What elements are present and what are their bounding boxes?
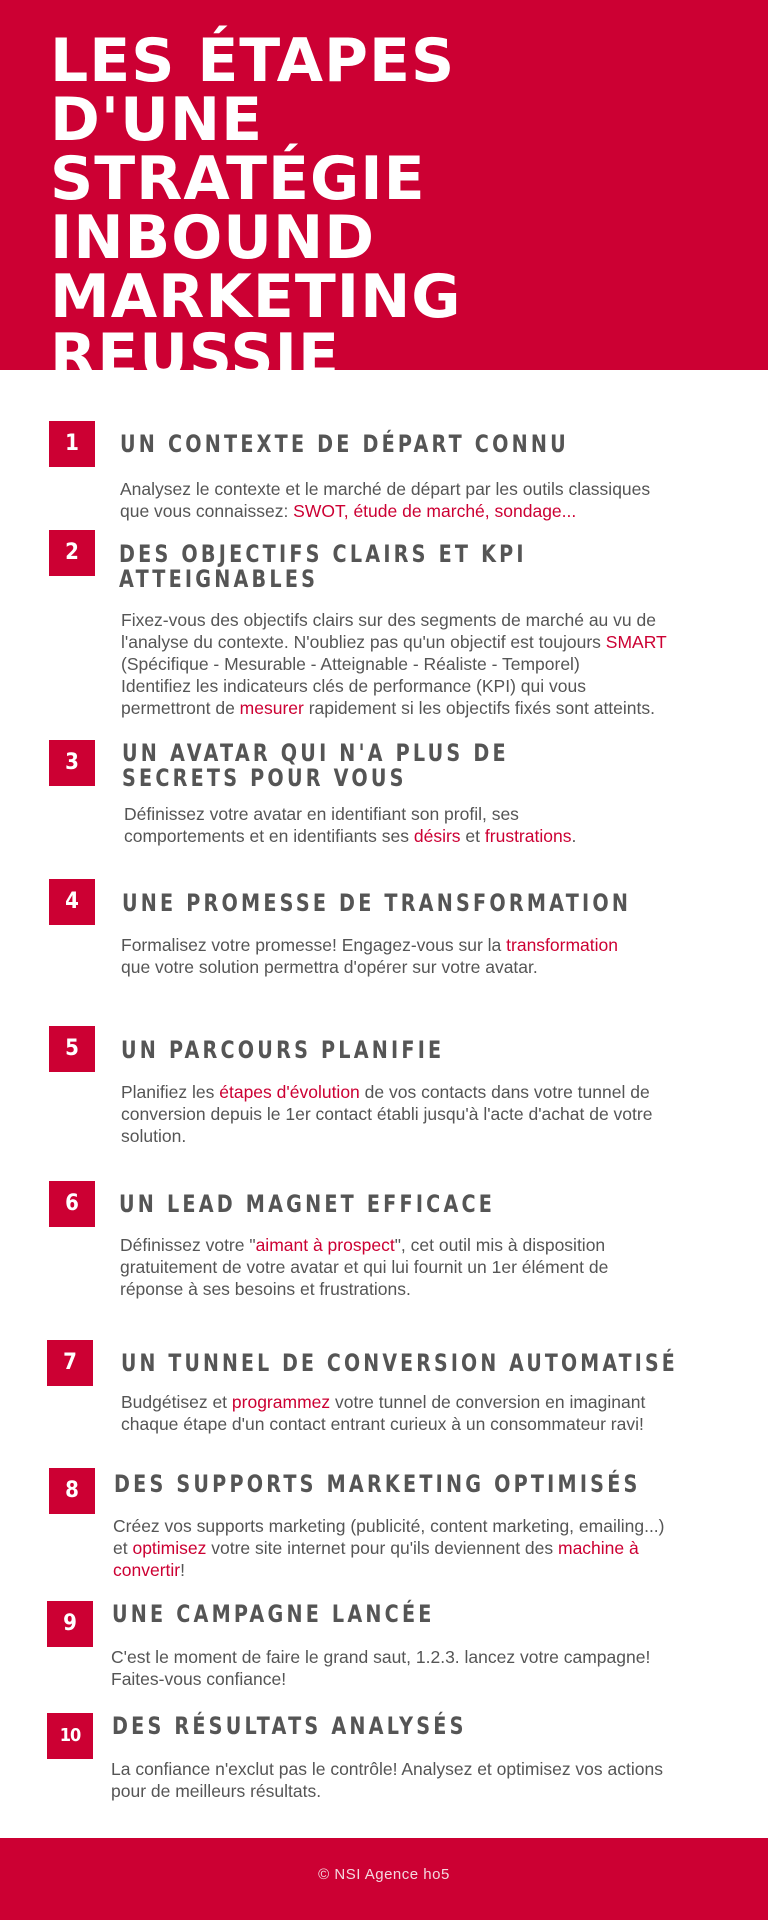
highlighted-text: étapes d'évolution <box>219 1082 360 1102</box>
step-number-badge: 3 <box>49 740 95 786</box>
step-title <box>119 1192 495 1217</box>
description-text: l'analyse du contexte. N'oubliez pas qu'un objectif est toujours <box>121 632 606 652</box>
description-text: Analysez le contexte et le marché de départ par les outils classiques <box>120 479 651 499</box>
description-text: (Spécifique - Mesurable - Atteignable - Réaliste - Temporel) <box>121 654 580 674</box>
step-title <box>121 1038 444 1063</box>
step-title <box>112 1602 435 1627</box>
step-title-line: UN PARCOURS PLANIFIE <box>121 1036 445 1064</box>
step-title <box>122 741 509 791</box>
description-text: comportements et en identifiants ses <box>124 826 414 846</box>
description-text: rapidement si les objectifs fixés sont atteints. <box>303 698 655 718</box>
description-text: Planifiez les <box>121 1082 220 1102</box>
title-line: MARKETING <box>50 262 462 332</box>
step-number-badge: 7 <box>47 1340 93 1386</box>
description-text: . <box>571 826 577 846</box>
description-text: et <box>460 826 485 846</box>
step-title-line: UNE CAMPAGNE LANCÉE <box>112 1600 435 1628</box>
description-text: ! <box>180 1560 185 1580</box>
highlighted-text: mesurer <box>239 698 304 718</box>
step-title <box>119 542 527 592</box>
step-title-line: DES RÉSULTATS ANALYSÉS <box>112 1712 467 1740</box>
description-text: Formalisez votre promesse! Engagez-vous sur la <box>121 935 507 955</box>
step-number-badge: 4 <box>49 879 95 925</box>
step-number-badge: 10 <box>47 1713 93 1759</box>
step-description <box>121 934 618 978</box>
title-line: LES ÉTAPES D'UNE <box>50 26 456 155</box>
title-line: STRATÉGIE <box>50 144 426 214</box>
header-banner <box>0 0 768 391</box>
description-text: Identifiez les indicateurs clés de performance (KPI) qui vous <box>121 676 586 696</box>
step-title <box>122 891 631 916</box>
step-title-line: UN TUNNEL DE CONVERSION AUTOMATISÉ <box>121 1349 678 1377</box>
description-text: Définissez votre avatar en identifiant son profil, ses <box>124 804 519 824</box>
footer-banner <box>0 1838 768 1920</box>
step-number-badge: 5 <box>49 1026 95 1072</box>
description-text: ", cet outil mis à disposition <box>394 1235 606 1255</box>
description-text: Définissez votre " <box>120 1235 256 1255</box>
description-text: que vous connaissez: <box>120 501 294 521</box>
step-title-line: UNE PROMESSE DE TRANSFORMATION <box>122 889 632 917</box>
step-title-line: UN LEAD MAGNET EFFICACE <box>119 1190 496 1218</box>
description-text: C'est le moment de faire le grand saut, 1.2.3. lancez votre campagne! <box>111 1647 651 1667</box>
step-number-badge: 8 <box>49 1468 95 1514</box>
step-title-line: DES OBJECTIFS CLAIRS ET KPI <box>119 540 527 568</box>
description-text: conversion depuis le 1er contact établi jusqu'à l'acte d'achat de votre <box>121 1104 653 1124</box>
description-text: Budgétisez et <box>121 1392 232 1412</box>
step-number-badge: 2 <box>49 530 95 576</box>
step-title-line: UN AVATAR QUI N'A PLUS DE <box>122 739 509 767</box>
step-description <box>111 1758 663 1802</box>
highlighted-text: SMART <box>605 632 667 652</box>
title-line: INBOUND <box>50 203 376 273</box>
description-text: solution. <box>121 1126 187 1146</box>
step-number-badge: 6 <box>49 1181 95 1227</box>
description-text: pour de meilleurs résultats. <box>111 1781 322 1801</box>
description-text: Faites-vous confiance! <box>111 1669 287 1689</box>
step-description <box>121 1081 652 1147</box>
description-text: chaque étape d'un contact entrant curieux à un consommateur ravi! <box>121 1414 644 1434</box>
step-title-line: UN CONTEXTE DE DÉPART CONNU <box>120 430 569 458</box>
description-text: gratuitement de votre avatar et qui lui fournit un 1er élément de <box>120 1257 609 1277</box>
step-title-line: SECRETS POUR VOUS <box>122 764 407 792</box>
description-text: permettront de <box>121 698 240 718</box>
highlighted-text: optimisez <box>132 1538 207 1558</box>
description-text: et <box>113 1538 133 1558</box>
step-title <box>120 432 569 457</box>
highlighted-text: machine à <box>558 1538 639 1558</box>
highlighted-text: aimant à prospect <box>255 1235 395 1255</box>
description-text: que votre solution permettra d'opérer sur votre avatar. <box>121 957 538 977</box>
highlighted-text: programmez <box>231 1392 331 1412</box>
description-text: Créez vos supports marketing (publicité, content marketing, emailing...) <box>113 1516 665 1536</box>
step-description <box>120 478 650 522</box>
highlighted-text: convertir <box>113 1560 181 1580</box>
step-title <box>114 1472 641 1497</box>
step-description <box>121 609 667 719</box>
step-number-badge: 9 <box>47 1601 93 1647</box>
footer-copyright: © NSI Agence ho5 <box>318 1866 450 1883</box>
step-description <box>121 1391 645 1435</box>
step-title-line: DES SUPPORTS MARKETING OPTIMISÉS <box>114 1470 641 1498</box>
step-number-badge: 1 <box>49 421 95 467</box>
highlighted-text: SWOT, étude de marché, sondage... <box>293 501 577 521</box>
step-title <box>112 1714 467 1739</box>
title-line: REUSSIE <box>50 321 340 391</box>
description-text: votre tunnel de conversion en imaginant <box>330 1392 646 1412</box>
step-title <box>121 1351 678 1376</box>
step-description <box>113 1515 665 1581</box>
highlighted-text: transformation <box>506 935 619 955</box>
description-text: de vos contacts dans votre tunnel de <box>359 1082 650 1102</box>
highlighted-text: frustrations <box>484 826 572 846</box>
step-description <box>120 1234 608 1300</box>
step-title-line: ATTEIGNABLES <box>119 565 319 593</box>
page-title <box>50 26 670 391</box>
description-text: votre site internet pour qu'ils deviennent des <box>206 1538 558 1558</box>
description-text: La confiance n'exclut pas le contrôle! Analysez et optimisez vos actions <box>111 1759 663 1779</box>
step-description <box>111 1646 650 1690</box>
step-description <box>124 803 576 847</box>
highlighted-text: désirs <box>413 826 461 846</box>
description-text: Fixez-vous des objectifs clairs sur des segments de marché au vu de <box>121 610 656 630</box>
description-text: réponse à ses besoins et frustrations. <box>120 1279 411 1299</box>
